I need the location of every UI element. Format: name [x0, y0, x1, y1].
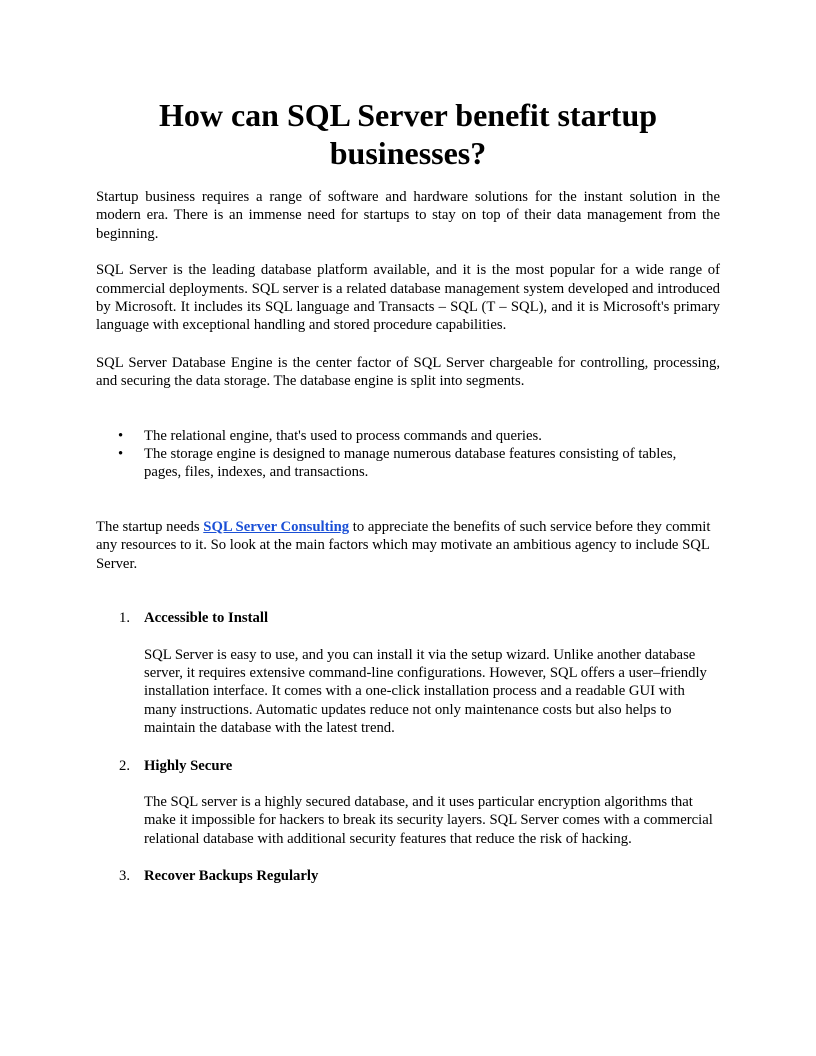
factor-body: The SQL server is a highly secured database, and it uses particular encryption algorithms that make it impossible for hackers to break its security layers. SQL Server comes with a commercial relational database with additional security features that reduce the risk of hacking. [144, 793, 713, 847]
document-page [96, 96, 720, 905]
database-engine-paragraph: SQL Server Database Engine is the center factor of SQL Server chargeable for controlling, processing, and securing the data storage. The database engine is split into segments. [96, 354, 720, 390]
consulting-text-after: to appreciate the benefits of such service before they commit any resources to it. So look at the main factors which may motivate an ambitious agency to include SQL Server. [96, 518, 711, 572]
factor-number: 3. [119, 868, 131, 885]
consulting-paragraph [96, 518, 720, 573]
list-item-text: The relational engine, that's used to process commands and queries. [144, 427, 542, 444]
list-item [118, 445, 720, 482]
factors-list [96, 609, 720, 885]
engine-segments-list [96, 427, 720, 482]
factor-item [96, 609, 720, 737]
factor-item [96, 867, 720, 885]
factor-title: Recover Backups Regularly [144, 868, 319, 885]
factor-number: 1. [119, 610, 131, 627]
sql-server-consulting-link[interactable]: SQL Server Consulting [203, 518, 350, 535]
factor-title: Accessible to Install [144, 610, 269, 627]
factor-number: 2. [119, 757, 131, 774]
list-item-text: The storage engine is designed to manage numerous database features consisting of tables, pages, files, indexes, and transactions. [144, 446, 677, 481]
bullet-marker: • [118, 427, 124, 444]
factor-item [96, 757, 720, 849]
consulting-text-before: The startup needs [96, 518, 204, 535]
leading-platform-paragraph: SQL Server is the leading database platform available, and it is the most popular for a wide range of commercial deployments. SQL server is a related database management system developed and introduced by Microsoft. It includes its SQL language and Transacts – SQL (T – SQL), and it is Microsoft's primary language with exceptional handling and stored procedure capabilities. [96, 262, 720, 334]
list-item [118, 427, 720, 445]
factor-title: Highly Secure [144, 757, 233, 774]
intro-paragraph: Startup business requires a range of software and hardware solutions for the instant solution in the modern era. There is an immense need for startups to stay on top of their data management from the beginning. [96, 189, 720, 242]
bullet-marker: • [118, 446, 124, 463]
factor-body: SQL Server is easy to use, and you can install it via the setup wizard. Unlike another database server, it requires extensive command-line configurations. However, SQL offers a user–friendly installation interface. It comes with a one-click installation process and a readable GUI with many instructions. Automatic updates reduce not only maintenance costs but also helps to maintain the database with the latest trend. [144, 646, 707, 737]
page-title: How can SQL Server benefit startup businesses? [158, 97, 658, 171]
